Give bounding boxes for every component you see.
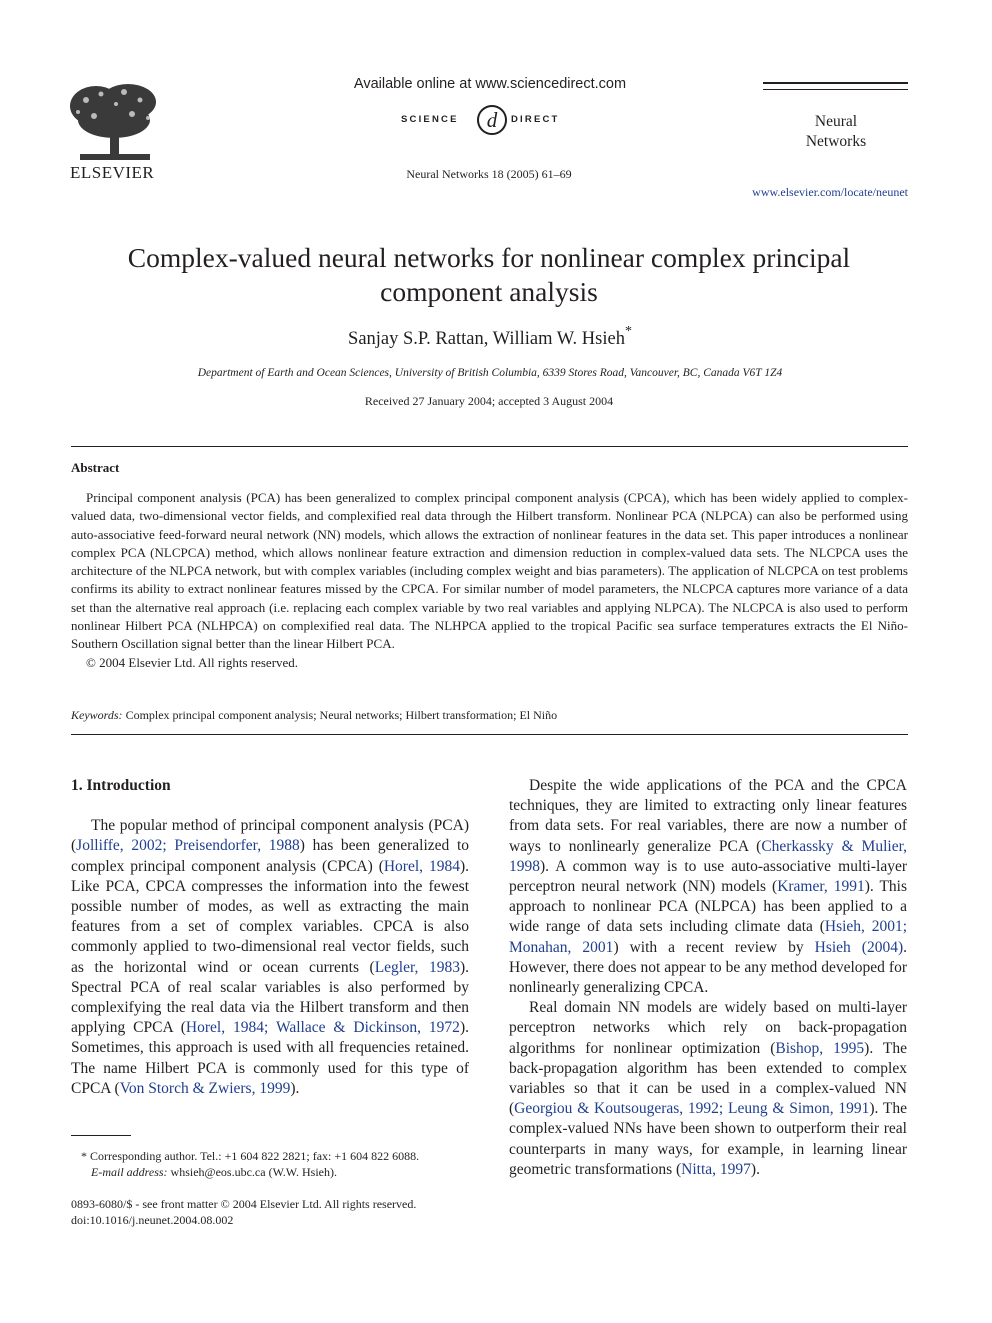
keywords-text: Complex principal component analysis; Neural networks; Hilbert transformation; El Niño [125,708,558,722]
authors-text: Sanjay S.P. Rattan, William W. Hsieh [348,329,625,350]
journal-rule-thick [763,82,908,84]
title-line2: component analysis [380,276,598,307]
keywords-label: Keywords: [71,708,123,722]
publisher-logo-text: ELSEVIER [70,163,155,182]
paragraph-text: ). Sometimes, this approach is used with all frequencies retained. The name Hilbert PCA is commonly used for this type of CPCA ( [71,1019,469,1097]
paragraph-text: ). A common way is to use auto-associative multi-layer perceptron neural network (NN) models ( [509,857,907,896]
citation-link[interactable]: Bishop, 1995 [775,1039,865,1057]
abstract-bottom-rule [71,734,908,735]
paragraph-text: . However, there does not appear to be any method developed for nonlinearly generalizing CPCA. [509,938,907,997]
available-online-text: Available online at www.sciencedirect.com [353,76,627,92]
journal-url-link[interactable]: www.elsevier.com/locate/neunet [752,185,908,199]
author-list [0,326,980,350]
citation-link[interactable]: Horel, 1984; Wallace & Dickinson, 1972 [185,1019,460,1037]
citation-link[interactable]: Hsieh, 2001; Monahan, 2001 [509,918,908,956]
affiliation: Department of Earth and Ocean Sciences, University of British Columbia, 6339 Stores Road, Vancouver, BC, Canada V6T 1Z4 [197,367,783,379]
paragraph-text: ). [290,1079,300,1097]
paragraph-text: ). The complex-valued NNs have been shown to outperform their real counterparts in many ways, for example, in learning linear geometric transformations ( [509,1100,907,1178]
svg-text:d: d [486,108,498,132]
footer-doi[interactable]: doi:10.1016/j.neunet.2004.08.002 [71,1213,234,1227]
article-title [80,241,898,309]
citation-link[interactable]: Cherkassky & Mulier, 1998 [509,837,907,875]
left-column [71,776,469,1099]
paragraph-text: ). Like PCA, CPCA compresses the information into the fewest possible number of modes, as well as extracting the main features from a set of complex variables. CPCA is also commonly applied to two-dimensional real vector fields, such as the horizontal wind or ocean currents ( [71,857,469,976]
section-heading-introduction: 1. Introduction [71,777,171,794]
footnote [71,1148,469,1180]
citation-link[interactable]: Kramer, 1991 [777,878,865,896]
citation-link[interactable]: Von Storch & Zwiers, 1999 [119,1079,291,1097]
received-dates: Received 27 January 2004; accepted 3 August 2004 [364,394,614,408]
footnote-rule [71,1135,131,1136]
paragraph-text: Real domain NN models are widely based on multi-layer perceptron networks which rely on back-propagation algorithms for nonlinear optimization ( [509,999,907,1057]
paragraph-text: ) with a recent review by [613,938,815,956]
right-column [509,776,907,1180]
paragraph-text: Despite the wide applications of the PCA and the CPCA techniques, they are limited to extracting only linear features from data sets. For real variables, there are now a number of ways to nonlinearly generalize PCA ( [509,777,907,855]
title-line1: Complex-valued neural networks for nonlinear complex principal [127,242,851,273]
journal-citation: Neural Networks 18 (2005) 61–69 [406,167,572,181]
footnote-mark: * [81,1149,87,1163]
paragraph-text: ). This approach to nonlinear PCA (NLPCA) has been applied to a wide range of data sets including climate data ( [509,878,907,936]
citation-link[interactable]: Horel, 1984 [383,857,460,875]
abstract-copyright: © 2004 Elsevier Ltd. All rights reserved. [86,654,299,670]
paragraph-text: ). [750,1160,760,1178]
citation-link[interactable]: Georgiou & Koutsougeras, 1992; Leung & Simon, 1991 [514,1100,870,1118]
abstract-body [71,489,908,672]
paragraph-text: The popular method of principal component analysis (PCA) ( [71,817,469,855]
footer-issn: 0893-6080/$ - see front matter © 2004 Elsevier Ltd. All rights reserved. [71,1197,417,1211]
sciencedirect-left-text: SCIENCE [401,114,459,125]
sciencedirect-d-icon [478,106,506,134]
abstract-top-rule [71,446,908,447]
intro-paragraph-3 [509,998,907,1180]
citation-link[interactable]: Jolliffe, 2002; Preisendorfer, 1988 [76,837,300,855]
intro-paragraph-2 [509,776,907,998]
intro-paragraph-1 [71,816,469,1099]
paragraph-text: ). Spectral PCA of real scalar variables is also performed by complexifying the real data via the Hilbert transform and then applying CPCA ( [71,958,470,1037]
footnote-email[interactable]: whsieh@eos.ubc.ca (W.W. Hsieh). [170,1165,338,1179]
page-footer [71,1196,416,1228]
citation-link[interactable]: Legler, 1983 [374,958,460,976]
citation-link[interactable]: Nitta, 1997 [681,1160,751,1178]
abstract-heading: Abstract [71,460,120,475]
journal-rule-thin [763,89,908,90]
footnote-email-label: E-mail address: [91,1165,168,1179]
sciencedirect-logo [395,100,585,138]
paragraph-text: ) has been generalized to complex principal component analysis (CPCA) ( [71,837,469,875]
footnote-corresponding: Corresponding author. Tel.: +1 604 822 2821; fax: +1 604 822 6088. [90,1149,420,1163]
sciencedirect-right-text: DIRECT [511,114,560,125]
journal-name-line1: Neural [814,113,858,130]
corresponding-author-mark[interactable]: * [624,324,632,339]
abstract-paragraph: Principal component analysis (PCA) has been generalized to complex principal component analysis (CPCA), which has been widely applied to complex-valued data, two-dimensional vector fields, and complexified real data through the Hilbert transform. Nonlinear PCA (NLPCA) can also be performed using auto-associative feed-forward neural network (NN) models, which allows the extraction of nonlinear features in the data set. This paper introduces a nonlinear complex PCA (NLCPCA) method, which allows nonlinear feature extraction and dimension reduction in complex-valued data sets. The NLCPCA uses the architecture of the NLPCA network, but with complex variables (including complex weight and bias parameters). The application of NLCPCA on test problems confirms its ability to extract nonlinear features missed by the CPCA. For similar number of model parameters, the NLCPCA captures more variance of a data set than the alternative real approach (i.e. replacing each complex variable by two real variables and applying NLPCA). The NLCPCA is also used to perform nonlinear Hilbert PCA (NLHPCA) on complexified real data. The NLHPCA applied to the tropical Pacific sea surface temperatures extracts the El Niño-Southern Oscillation signal better than the linear Hilbert PCA. [71,490,908,652]
keywords [71,708,557,723]
journal-name-line2: Networks [805,133,867,150]
citation-link[interactable]: Hsieh (2004) [814,938,904,956]
paragraph-text: ). The back-propagation algorithm has been extended to complex variables so that it can be used in a complex-valued NN ( [509,1039,907,1118]
journal-name [790,112,882,152]
